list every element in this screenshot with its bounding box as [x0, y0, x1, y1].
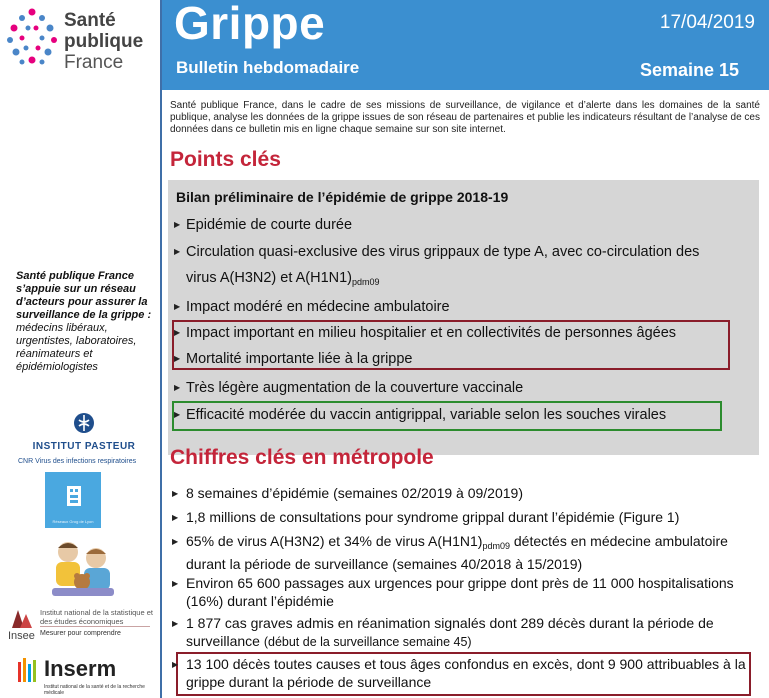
- key-figure-5-b: (début de la surveillance semaine 45): [263, 635, 472, 649]
- key-point-2-text: Circulation quasi-exclusive des virus grippaux de type A, avec co-circulation des: [186, 244, 700, 260]
- sidebar: [0, 0, 160, 698]
- key-figure-2-text: 1,8 millions de consultations pour syndrome grippal durant l’épidémie (Figure 1): [186, 509, 680, 525]
- key-figure-3-text: [186, 532, 757, 573]
- bulletin-subtitle: Bulletin hebdomadaire: [176, 58, 360, 77]
- partners-text: [16, 270, 156, 374]
- key-figure-6: [172, 655, 757, 691]
- partners-intro: Santé publique France s’appuie sur un réseau d’acteurs pour assurer la surveillance de la grippe :: [16, 270, 152, 321]
- key-point-6-text: Très légère augmentation de la couverture vaccinale: [186, 380, 524, 396]
- bulletin-date: 17/04/2019: [659, 12, 755, 33]
- key-figure-4-text: Environ 65 600 passages aux urgences pour grippe dont près de 11 000 hospitalisations (16%) durant l’épidémie: [186, 575, 734, 609]
- bullet-triangle-icon: ▶: [172, 513, 179, 522]
- pasteur-emblem-icon: [73, 412, 95, 434]
- bullet-triangle-icon: ▶: [174, 220, 181, 230]
- key-point-1-text: Epidémie de courte durée: [186, 217, 353, 233]
- key-figure-1: [172, 484, 757, 502]
- insee-name: Insee: [8, 630, 35, 642]
- key-point-2-cont: [186, 265, 380, 295]
- inserm-name: Inserm: [44, 656, 117, 681]
- key-figure-3: [172, 532, 757, 573]
- bulletin-title: Grippe: [174, 0, 326, 49]
- partners-list: médecins libéraux, urgentistes, laboratoires, réanimateurs et épidémiologistes: [16, 322, 137, 373]
- key-point-6: [174, 375, 523, 401]
- insee-fullname: Institut national de la statistique et des études économiques: [40, 608, 153, 626]
- spf-wordmark: [64, 10, 143, 73]
- points-cles-title: Points clés: [170, 148, 281, 171]
- spf-line2: publique: [64, 31, 144, 52]
- reseau-caption: Réseaux Grog de Lyon: [52, 519, 94, 524]
- bullet-triangle-icon: ▶: [172, 619, 179, 628]
- spf-logo[interactable]: [6, 4, 156, 84]
- key-point-5-text: Mortalité importante liée à la grippe: [186, 351, 413, 367]
- inserm-sub: Institut national de la santé et de la recherche médicale: [44, 684, 145, 696]
- pasteur-logo[interactable]: [14, 412, 154, 465]
- children-illustration-icon: [48, 538, 118, 600]
- bullet-triangle-icon: ▶: [174, 328, 181, 338]
- key-point-7: [174, 402, 666, 428]
- insee-emblem-icon: [8, 606, 38, 630]
- key-figure-6-text: 13 100 décès toutes causes et tous âges confondus en excès, dont 9 900 attribuables à la grippe durant la période de surveillance: [186, 656, 746, 690]
- key-point-1: [174, 212, 352, 238]
- key-point-5: [174, 346, 412, 372]
- key-point-2: [174, 239, 699, 265]
- points-cles-heading: Bilan préliminaire de l’épidémie de grippe 2018-19: [176, 189, 509, 205]
- points-cles-box: [168, 180, 759, 455]
- insee-tagline: Mesurer pour comprendre: [40, 630, 121, 637]
- bullet-triangle-icon: ▶: [174, 302, 181, 312]
- bullet-triangle-icon: ▶: [174, 247, 181, 257]
- key-figure-3-b: détectés en médecine ambulatoire durant la période de surveillance (semaines 40/2018 à 15/2019): [186, 533, 728, 572]
- key-figure-5: [172, 614, 757, 651]
- bullet-triangle-icon: ▶: [172, 579, 179, 588]
- key-figure-5-a: 1 877 cas graves admis en réanimation signalés dont 289 décès durant la période de surveillance: [186, 615, 714, 649]
- spf-line3: France: [64, 52, 124, 73]
- insee-logo[interactable]: [6, 606, 156, 646]
- pasteur-name: INSTITUT PASTEUR: [32, 441, 136, 452]
- bullet-triangle-icon: ▶: [174, 354, 181, 364]
- key-figure-3-sub: pdm09: [482, 541, 510, 551]
- inserm-emblem-icon: [18, 658, 40, 686]
- key-point-3-text: Impact modéré en médecine ambulatoire: [186, 299, 450, 315]
- bulletin-main: [162, 0, 769, 698]
- key-figure-2: [172, 508, 757, 526]
- chiffres-cles-title: Chiffres clés en métropole: [170, 446, 434, 469]
- key-figure-1-text: 8 semaines d’épidémie (semaines 02/2019 à 09/2019): [186, 485, 523, 501]
- key-figure-5-text: [186, 614, 757, 651]
- bullet-triangle-icon: ▶: [174, 410, 181, 420]
- pasteur-sub: CNR Virus des infections respiratoires: [18, 458, 137, 465]
- key-point-2-cont-sub: pdm09: [352, 277, 380, 287]
- inserm-logo[interactable]: [18, 654, 158, 698]
- key-point-3: [174, 294, 450, 320]
- bullet-triangle-icon: ▶: [174, 383, 181, 393]
- reseau-grog-logo[interactable]: [45, 472, 101, 528]
- spf-line1: Santé: [64, 10, 116, 31]
- bulletin-header: [162, 0, 769, 90]
- key-point-7-text: Efficacité modérée du vaccin antigrippal, variable selon les souches virales: [186, 407, 667, 423]
- key-point-4: [174, 320, 676, 346]
- bullet-triangle-icon: ▶: [172, 660, 179, 669]
- spf-dots-icon: [6, 6, 58, 66]
- insee-divider: [40, 626, 150, 627]
- intro-paragraph: Santé publique France, dans le cadre de ses missions de surveillance, de vigilance et d’alerte dans les domaines de la santé publique, analyse les données de la grippe issues de son réseau de partenaires et publie les indicateurs résultant de l’analyse de ces données dans ce bulletin mis en ligne chaque semaine sur son site internet.: [170, 100, 760, 135]
- key-figure-4: [172, 574, 757, 610]
- bulletin-week: Semaine 15: [639, 60, 739, 80]
- key-figure-3-a: 65% de virus A(H3N2) et 34% de virus A(H1N1): [186, 533, 483, 549]
- key-point-2-cont-text: virus A(H3N2) et A(H1N1): [186, 270, 352, 286]
- bullet-triangle-icon: ▶: [172, 537, 179, 546]
- bullet-triangle-icon: ▶: [172, 489, 179, 498]
- key-point-4-text: Impact important en milieu hospitalier et en collectivités de personnes âgées: [186, 325, 677, 341]
